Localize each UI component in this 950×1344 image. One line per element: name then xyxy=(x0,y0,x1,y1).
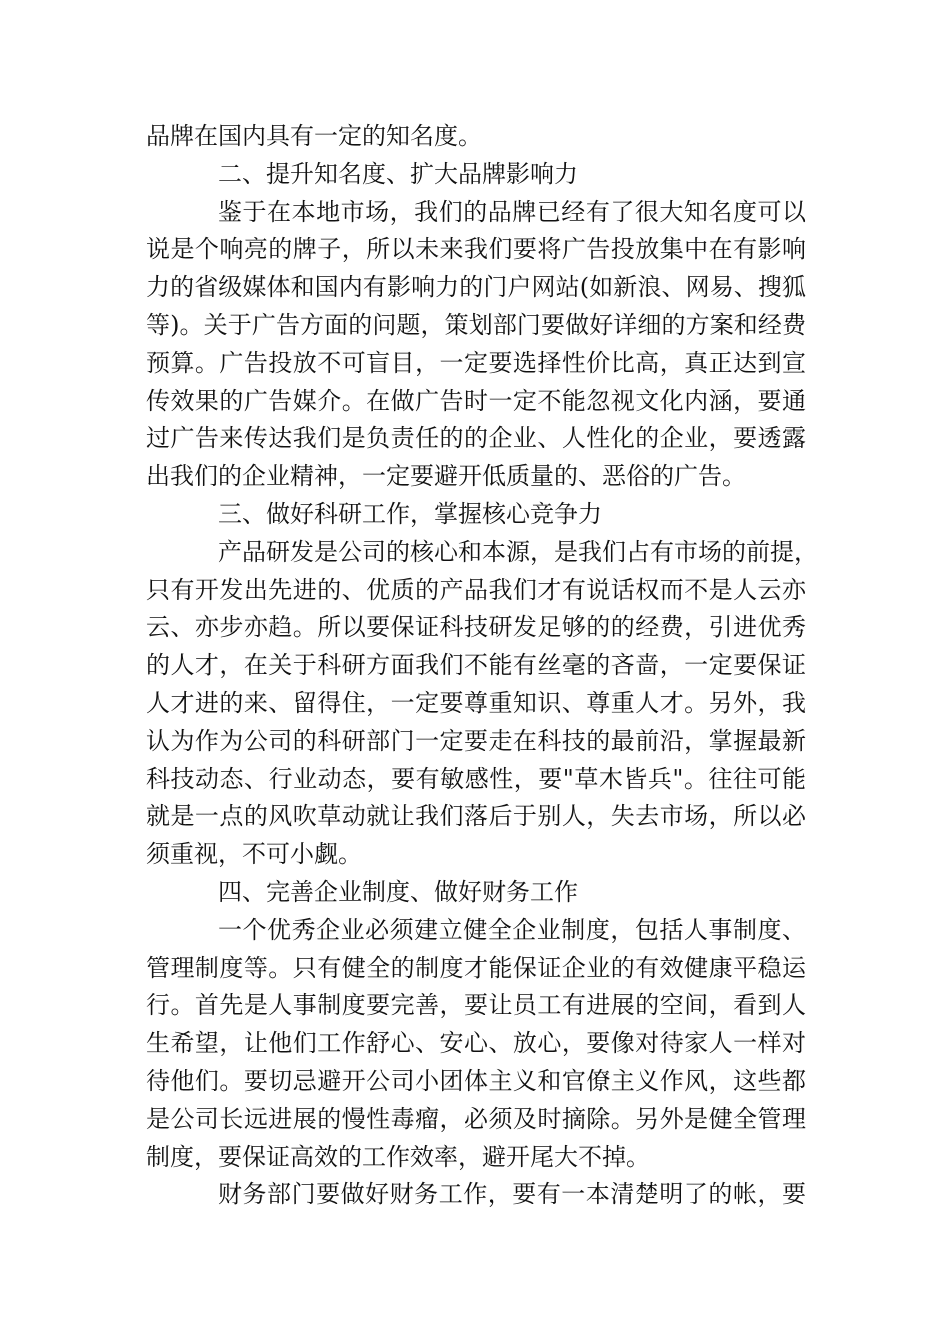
document-body xyxy=(146,118,818,1214)
text-line: 须重视，不可小觑。 xyxy=(146,840,362,869)
text-line: 三、做好科研工作，掌握核心竞争力 xyxy=(218,499,602,528)
text-line: 预算。广告投放不可盲目，一定要选择性价比高，真正达到宣 xyxy=(146,348,806,377)
text-line: 二、提升知名度、扩大品牌影响力 xyxy=(218,159,578,188)
text-line: 待他们。要切忌避开公司小团体主义和官僚主义作风，这些都 xyxy=(146,1066,806,1095)
text-line: 传效果的广告媒介。在做广告时一定不能忽视文化内涵，要通 xyxy=(146,386,806,415)
text-line: 只有开发出先进的、优质的产品我们才有说话权而不是人云亦 xyxy=(146,575,806,604)
text-line: 说是个响亮的牌子，所以未来我们要将广告投放集中在有影响 xyxy=(146,235,806,264)
text-line: 财务部门要做好财务工作，要有一本清楚明了的帐，要 xyxy=(218,1180,806,1209)
text-line: 出我们的企业精神，一定要避开低质量的、恶俗的广告。 xyxy=(146,462,746,491)
text-line: 的人才，在关于科研方面我们不能有丝毫的吝啬，一定要保证 xyxy=(146,651,806,680)
text-line: 是公司长远进展的慢性毒瘤，必须及时摘除。另外是健全管理 xyxy=(146,1104,806,1133)
text-line: 四、完善企业制度、做好财务工作 xyxy=(218,877,578,906)
text-line: 制度，要保证高效的工作效率，避开尾大不掉。 xyxy=(146,1142,650,1171)
text-line: 品牌在国内具有一定的知名度。 xyxy=(146,122,482,150)
text-line: 行。首先是人事制度要完善，要让员工有进展的空间，看到人 xyxy=(146,991,806,1020)
text-line: 过广告来传达我们是负责任的的企业、人性化的企业，要透露 xyxy=(146,424,806,453)
text-line: 生希望，让他们工作舒心、安心、放心，要像对待家人一样对 xyxy=(146,1029,806,1058)
text-line: 一个优秀企业必须建立健全企业制度，包括人事制度、 xyxy=(218,915,806,944)
text-line: 等)。关于广告方面的问题，策划部门要做好详细的方案和经费 xyxy=(146,310,806,339)
text-line: 力的省级媒体和国内有影响力的门户网站(如新浪、网易、搜狐 xyxy=(146,273,806,302)
text-line: 管理制度等。只有健全的制度才能保证企业的有效健康平稳运 xyxy=(146,953,806,982)
text-line: 产品研发是公司的核心和本源，是我们占有市场的前提， xyxy=(218,537,818,566)
text-line: 科技动态、行业动态，要有敏感性，要"草木皆兵"。往往可能 xyxy=(146,764,806,793)
text-line: 就是一点的风吹草动就让我们落后于别人，失去市场，所以必 xyxy=(146,802,806,831)
text-line: 认为作为公司的科研部门一定要走在科技的最前沿，掌握最新 xyxy=(146,726,806,755)
text-line: 鉴于在本地市场，我们的品牌已经有了很大知名度可以 xyxy=(218,197,806,226)
text-line: 云、亦步亦趋。所以要保证科技研发足够的的经费，引进优秀 xyxy=(146,613,806,642)
text-line: 人才进的来、留得住，一定要尊重知识、尊重人才。另外，我 xyxy=(146,688,806,717)
